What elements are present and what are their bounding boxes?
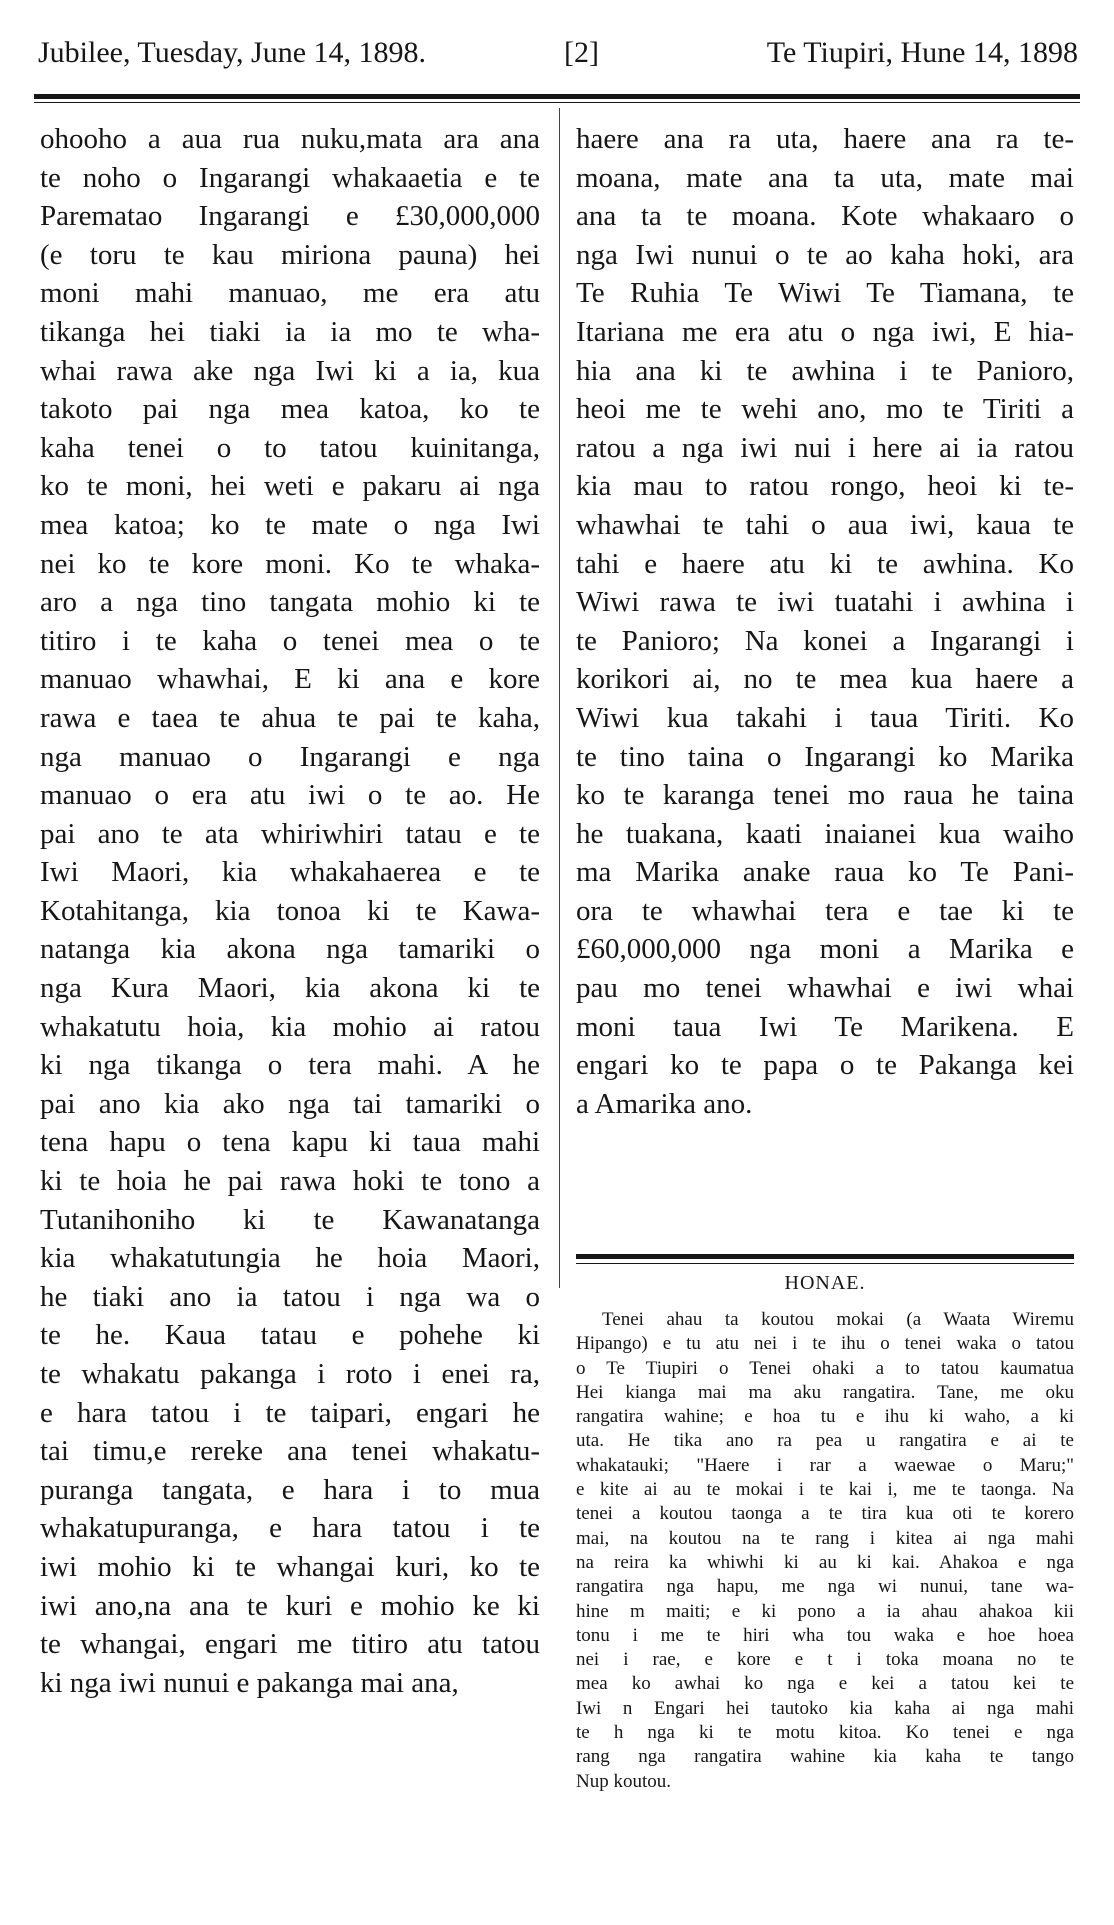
text-line: kia mau to ratou rongo, heoi ki te- (576, 470, 1074, 503)
text-line: rawa e taea te ahua te pai te kaha, (40, 701, 540, 734)
text-line: rangatira wahine; e hoa tu e ihu ki waho, a ki (576, 1406, 1074, 1428)
honae-notice (576, 1308, 1074, 1794)
text-line: he tuakana, kaati inaianei kua waiho (576, 817, 1074, 850)
text-line: ki nga tikanga o tera mahi. A he (40, 1049, 540, 1082)
text-line: Parematao Ingarangi e £30,000,000 (40, 200, 540, 233)
text-line: te Panioro; Na konei a Ingarangi i (576, 624, 1074, 657)
text-line: ana ta te moana. Kote whakaaro o (576, 200, 1074, 233)
text-line: engari ko te papa o te Pakanga kei (576, 1049, 1074, 1082)
text-line: kaha tenei o to tatou kuinitanga, (40, 431, 540, 464)
text-line: te h nga ki te motu kitoa. Ko tenei e nga (576, 1722, 1074, 1744)
text-line: natanga kia akona nga tamariki o (40, 933, 540, 966)
text-line: nei i rae, e kore e t i toka moana no te (576, 1649, 1074, 1671)
section-title-honae: HONAE. (784, 1272, 866, 1294)
text-line: tena hapu o tena kapu ki taua mahi (40, 1126, 540, 1159)
text-line: Itariana me era atu o nga iwi, E hia- (576, 315, 1074, 348)
text-line: moni mahi manuao, me era atu (40, 277, 540, 310)
text-line: rangatira nga hapu, me nga wi nunui, tane wa- (576, 1576, 1074, 1598)
text-line: ohooho a aua rua nuku,mata ara ana (40, 123, 540, 155)
text-line: mea katoa; ko te mate o nga Iwi (40, 508, 540, 541)
header-rule-thin (34, 102, 1080, 103)
text-line: takoto pai nga mea katoa, ko te (40, 393, 540, 426)
text-line: e hara tatou i te taipari, engari he (40, 1396, 540, 1429)
text-line: heoi me te wehi ano, mo te Tiriti a (576, 393, 1074, 426)
text-line: uta. He tika ano ra pea u rangatira e ai te (576, 1430, 1074, 1452)
text-line: Wiwi rawa te iwi tuatahi i awhina i (576, 586, 1074, 619)
text-line: kia whakatutungia he hoia Maori, (40, 1242, 540, 1275)
text-line: o Te Tiupiri o Tenei ohaki a to tatou kaumatua (576, 1357, 1074, 1379)
text-line: puranga tangata, e hara i to mua (40, 1473, 540, 1506)
text-line: whai rawa ake nga Iwi ki a ia, kua (40, 354, 540, 387)
article-paragraph-left (40, 120, 540, 1702)
text-line: manuao whawhai, E ki ana e kore (40, 663, 540, 696)
text-line: tai timu,e rereke ana tenei whakatu- (40, 1435, 540, 1468)
text-line: whakatupuranga, e hara tatou i te (40, 1512, 540, 1545)
section-rule-thin (576, 1263, 1074, 1264)
header-date-maori: Te Tiupiri, Hune 14, 1898 (766, 36, 1078, 69)
text-line: pau mo tenei whawhai e iwi whai (576, 972, 1074, 1005)
header-date-english: Jubilee, Tuesday, June 14, 1898. (38, 36, 427, 69)
text-line: moni taua Iwi Te Marikena. E (576, 1010, 1074, 1043)
text-line: hine m maiti; e ki pono a ia ahau ahakoa kii (576, 1600, 1074, 1622)
text-line: tonu i me te hiri wha tou waka e hoe hoea (576, 1624, 1074, 1646)
text-line: moana, mate ana ta uta, mate mai (576, 161, 1074, 194)
text-line: Hei kianga mai ma aku rangatira. Tane, me oku (576, 1381, 1074, 1403)
text-line: nei ko te kore moni. Ko te whaka- (40, 547, 540, 580)
text-line: ratou a nga iwi nui i here ai ia ratou (576, 431, 1074, 464)
text-line: manuao o era atu iwi o te ao. He (40, 779, 540, 812)
text-line: a Amarika ano. (576, 1087, 753, 1120)
text-line: Iwi n Engari hei tautoko kia kaha ai nga mahi (576, 1697, 1074, 1719)
page-header (38, 36, 1078, 76)
text-line: ki te hoia he pai rawa hoki te tono a (40, 1165, 540, 1198)
text-line: ko te moni, hei weti e pakaru ai nga (40, 470, 540, 503)
section-rule (576, 1254, 1074, 1259)
text-line: te he. Kaua tatau e pohehe ki (40, 1319, 540, 1352)
text-line: hia ana ki te awhina i te Panioro, (576, 354, 1074, 387)
text-line: na reira ka whiwhi ki au ki kai. Ahakoa e nga (576, 1551, 1074, 1573)
page-number: [2] (564, 36, 599, 69)
honae-paragraph (576, 1308, 1074, 1794)
text-line: te whakatu pakanga i roto i enei ra, (40, 1358, 540, 1390)
text-line: nga Iwi nunui o te ao kaha hoki, ara (576, 238, 1074, 271)
text-line: tahi e haere atu ki te awhina. Ko (576, 547, 1074, 580)
text-line: Iwi Maori, kia whakahaerea e te (40, 856, 540, 889)
text-line: mea ko awhai ko nga e kei a tatou kei te (576, 1673, 1074, 1695)
article-paragraph-right (576, 120, 1074, 1123)
text-line: te tino taina o Ingarangi ko Marika (576, 740, 1074, 773)
text-line: nga manuao o Ingarangi e nga (40, 740, 540, 773)
text-line: pai ano te ata whiriwhiri tatau e te (40, 817, 540, 850)
left-column (40, 120, 540, 1702)
text-line: nga Kura Maori, kia akona ki te (40, 972, 540, 1005)
header-rule (34, 94, 1080, 99)
text-line: mai, na koutou na te rang i kitea ai nga mahi (576, 1527, 1074, 1549)
right-column (576, 120, 1074, 1123)
text-line: whakatutu hoia, kia mohio ai ratou (40, 1010, 540, 1043)
text-line: te noho o Ingarangi whakaaetia e te (40, 161, 540, 194)
text-line: tikanga hei tiaki ia ia mo te wha- (40, 315, 540, 348)
text-line: Tenei ahau ta koutou mokai (a Waata Wiremu (602, 1309, 1074, 1330)
text-line: pai ano kia ako nga tai tamariki o (40, 1087, 540, 1120)
text-line: haere ana ra uta, haere ana ra te- (576, 123, 1074, 155)
text-line: ma Marika anake raua ko Te Pani- (576, 856, 1074, 889)
text-line: Wiwi kua takahi i taua Tiriti. Ko (576, 701, 1074, 734)
text-line: iwi mohio ki te whangai kuri, ko te (40, 1550, 540, 1583)
text-line: ora te whawhai tera e tae ki te (576, 894, 1074, 927)
text-line: (e toru te kau miriona pauna) hei (40, 238, 540, 271)
text-line: titiro i te kaha o tenei mea o te (40, 624, 540, 657)
text-line: Te Ruhia Te Wiwi Te Tiamana, te (576, 277, 1074, 310)
text-line: ki nga iwi nunui e pakanga mai ana, (40, 1666, 459, 1699)
text-line: te whangai, engari me titiro atu tatou (40, 1628, 540, 1661)
text-line: aro a nga tino tangata mohio ki te (40, 586, 540, 619)
text-line: whakatauki; "Haere i rar a waewae o Maru;" (576, 1454, 1074, 1476)
text-line: he tiaki ano ia tatou i nga wa o (40, 1280, 540, 1313)
text-line: korikori ai, no te mea kua haere a (576, 663, 1074, 696)
text-line: Hipango) e tu atu nei i te ihu o tenei waka o tatou (576, 1333, 1074, 1355)
text-line: iwi ano,na ana te kuri e mohio ke ki (40, 1589, 540, 1622)
text-line: rang nga rangatira wahine kia kaha te tango (576, 1746, 1074, 1768)
text-line: Nup koutou. (576, 1770, 671, 1792)
text-line: £60,000,000 nga moni a Marika e (576, 933, 1074, 966)
text-line: Kotahitanga, kia tonoa ki te Kawa- (40, 894, 540, 927)
text-line: tenei a koutou taonga a te tira kua oti te korero (576, 1503, 1074, 1525)
text-line: Tutanihoniho ki te Kawanatanga (40, 1203, 540, 1236)
column-divider (559, 108, 560, 1288)
text-line: ko te karanga tenei mo raua he taina (576, 779, 1074, 812)
text-line: whawhai te tahi o aua iwi, kaua te (576, 508, 1074, 541)
text-line: e kite ai au te mokai i te kai i, me te taonga. Na (576, 1479, 1074, 1501)
